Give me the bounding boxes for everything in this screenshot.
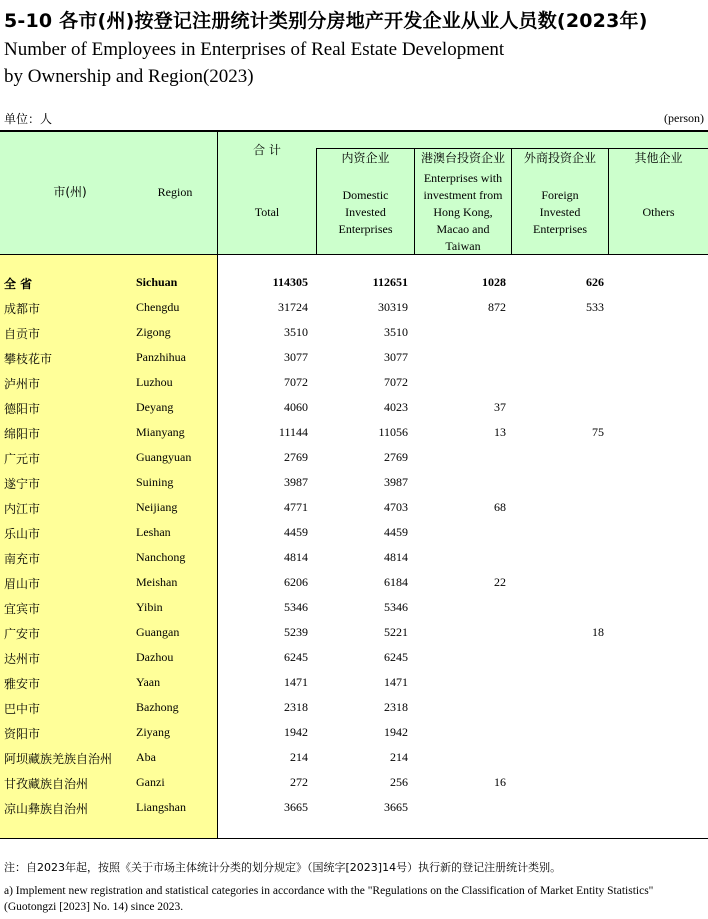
- cell-total: 2318: [284, 700, 308, 714]
- cell-total: 4459: [284, 525, 308, 539]
- cell-domestic: 1471: [384, 675, 408, 689]
- cell-cn: 泸州市: [4, 377, 41, 391]
- cell-domestic: 256: [390, 775, 408, 789]
- header-hkmt-cn: 港澳台投资企业: [420, 151, 505, 165]
- cell-total: 4060: [284, 400, 308, 414]
- footnote-cn: 注：自2023年起，按照《关于市场主体统计分类的划分规定》（国统字[2023]14号）执行新的登记注册统计类别。: [4, 861, 562, 874]
- table-row: [0, 646, 708, 671]
- cell-cn: 凉山彝族自治州: [4, 802, 89, 816]
- cell-en: Zigong: [136, 325, 171, 339]
- cell-total: 3510: [284, 325, 308, 339]
- header-total-cn: 合 计: [253, 143, 281, 157]
- cell-total: 214: [290, 750, 308, 764]
- table-row: [0, 321, 708, 346]
- cell-total: 31724: [278, 300, 308, 314]
- header-hkmt-en-line: Macao and: [436, 222, 490, 236]
- cell-en: Ziyang: [136, 725, 170, 739]
- cell-cn: 广元市: [4, 452, 41, 466]
- table-row: [0, 771, 708, 796]
- cell-domestic: 5221: [384, 625, 408, 639]
- cell-domestic: 3987: [384, 475, 408, 489]
- cell-en: Deyang: [136, 400, 174, 414]
- cell-total: 3665: [284, 800, 308, 814]
- header-domestic-en-line: Domestic: [342, 188, 389, 202]
- cell-domestic: 4703: [384, 500, 408, 514]
- header-hkmt-en-line: investment from: [423, 188, 503, 202]
- cell-en: Nanchong: [136, 550, 186, 564]
- table-row: [0, 746, 708, 771]
- cell-cn: 达州市: [4, 652, 41, 666]
- cell-total: 3987: [284, 475, 308, 489]
- header-domestic-en: [317, 187, 414, 238]
- footnote-en: a) Implement new registration and statistical categories in accordance with the "Regulations on the Classification of Market Entity Statistics"(Guotongzi [2023] No. 14) since 2023.: [4, 885, 654, 913]
- header-city-cn: 市(州): [53, 185, 87, 199]
- header-domestic-en-line: Invested: [345, 205, 386, 219]
- table-row: [0, 421, 708, 446]
- cell-cn: 阿坝藏族羌族自治州: [4, 752, 113, 766]
- cell-domestic: 2769: [384, 450, 408, 464]
- cell-en: Aba: [136, 750, 156, 764]
- cell-cn: 全 省: [4, 277, 33, 291]
- cell-total: 5239: [284, 625, 308, 639]
- cell-domestic: 112651: [372, 275, 408, 289]
- cell-en: Yaan: [136, 675, 161, 689]
- cell-total: 114305: [272, 275, 308, 289]
- cell-cn: 遂宁市: [4, 477, 41, 491]
- page-title-cn: 5-10 各市(州)按登记注册统计类别分房地产开发企业从业人员数(2023年): [4, 10, 648, 32]
- header-hkmt-en-line: Taiwan: [445, 239, 481, 253]
- header-hkmt-en-line: Hong Kong,: [433, 205, 493, 219]
- cell-foreign: 18: [592, 625, 604, 639]
- cell-hkmt: 37: [494, 400, 506, 414]
- cell-hkmt: 22: [494, 575, 506, 589]
- header-others-en: Others: [642, 205, 675, 219]
- cell-en: Guangyuan: [136, 450, 192, 464]
- cell-en: Panzhihua: [136, 350, 186, 364]
- cell-total: 6206: [284, 575, 308, 589]
- cell-en: Suining: [136, 475, 174, 489]
- header-foreign-en-line: Invested: [539, 205, 581, 219]
- cell-cn: 宜宾市: [4, 602, 41, 616]
- cell-en: Dazhou: [136, 650, 174, 664]
- header-domestic-en-line: Enterprises: [338, 222, 393, 236]
- cell-total: 11144: [278, 425, 308, 439]
- cell-en: Mianyang: [136, 425, 185, 439]
- cell-en: Leshan: [136, 525, 171, 539]
- cell-en: Meishan: [136, 575, 178, 589]
- cell-hkmt: 1028: [482, 275, 506, 289]
- header-foreign-cn: 外商投资企业: [523, 151, 596, 165]
- cell-en: Bazhong: [136, 700, 179, 714]
- table-row: [0, 671, 708, 696]
- cell-hkmt: 13: [494, 425, 506, 439]
- header-foreign-en: [512, 187, 608, 238]
- table-row: [0, 271, 708, 296]
- header-bottom-rule: [0, 254, 708, 255]
- cell-hkmt: 872: [488, 300, 506, 314]
- cell-en: Chengdu: [136, 300, 180, 314]
- table-row: [0, 571, 708, 596]
- header-region-en: Region: [157, 185, 193, 199]
- cell-total: 1471: [284, 675, 308, 689]
- cell-foreign: 75: [592, 425, 604, 439]
- cell-en: Ganzi: [136, 775, 165, 789]
- cell-domestic: 6245: [384, 650, 408, 664]
- cell-cn: 广安市: [4, 627, 41, 641]
- table-row: [0, 696, 708, 721]
- cell-domestic: 3077: [384, 350, 408, 364]
- title-en-line-1: Number of Employees in Enterprises of Real Estate Development: [4, 39, 505, 60]
- cell-cn: 成都市: [4, 302, 41, 316]
- header-others-cn: 其他企业: [634, 151, 683, 165]
- title-en-line-2: by Ownership and Region(2023): [4, 66, 254, 87]
- table-row: [0, 296, 708, 321]
- cell-hkmt: 16: [494, 775, 506, 789]
- cell-domestic: 4814: [384, 550, 408, 564]
- cell-total: 4771: [284, 500, 308, 514]
- table-row: [0, 596, 708, 621]
- table-row: [0, 521, 708, 546]
- cell-domestic: 214: [390, 750, 408, 764]
- cell-total: 5346: [284, 600, 308, 614]
- cell-en: Guangan: [136, 625, 180, 639]
- table-row: [0, 546, 708, 571]
- header-foreign-en-line: Foreign: [541, 188, 579, 202]
- cell-cn: 内江市: [4, 502, 41, 516]
- header-hkmt-en: [415, 170, 511, 255]
- cell-total: 2769: [284, 450, 308, 464]
- header-hkmt-en-line: Enterprises with: [423, 171, 503, 185]
- table-row: [0, 496, 708, 521]
- table-row: [0, 371, 708, 396]
- cell-domestic: 1942: [384, 725, 408, 739]
- cell-domestic: 7072: [384, 375, 408, 389]
- cell-total: 4814: [284, 550, 308, 564]
- cell-domestic: 2318: [384, 700, 408, 714]
- cell-total: 272: [290, 775, 308, 789]
- table-top-rule: [0, 130, 708, 132]
- cell-domestic: 4459: [384, 525, 408, 539]
- cell-cn: 绵阳市: [4, 427, 41, 441]
- cell-total: 6245: [284, 650, 308, 664]
- cell-cn: 资阳市: [4, 727, 41, 741]
- table-bottom-rule: [0, 838, 708, 839]
- table-row: [0, 346, 708, 371]
- cell-en: Sichuan: [136, 275, 178, 289]
- header-foreign-en-line: Enterprises: [533, 222, 587, 236]
- cell-domestic: 11056: [378, 425, 408, 439]
- cell-cn: 德阳市: [4, 402, 41, 416]
- cell-total: 1942: [284, 725, 308, 739]
- header-domestic-cn: 内资企业: [341, 151, 390, 165]
- unit-label-cn: 单位：人: [4, 112, 53, 126]
- cell-foreign: 533: [586, 300, 604, 314]
- header-total-en: Total: [254, 205, 280, 219]
- cell-cn: 自贡市: [4, 327, 41, 341]
- cell-cn: 眉山市: [4, 577, 41, 591]
- cell-domestic: 4023: [384, 400, 408, 414]
- cell-total: 3077: [284, 350, 308, 364]
- table-row: [0, 446, 708, 471]
- cell-en: Luzhou: [136, 375, 173, 389]
- cell-en: Liangshan: [136, 800, 186, 814]
- unit-label-en: (person): [664, 111, 704, 125]
- cell-domestic: 3510: [384, 325, 408, 339]
- cell-domestic: 6184: [384, 575, 408, 589]
- cell-en: Neijiang: [136, 500, 178, 514]
- data-table: [0, 130, 708, 839]
- table-row: [0, 796, 708, 821]
- cell-domestic: 5346: [384, 600, 408, 614]
- cell-cn: 乐山市: [4, 527, 41, 541]
- cell-total: 7072: [284, 375, 308, 389]
- cell-cn: 雅安市: [4, 677, 41, 691]
- cell-hkmt: 68: [494, 500, 506, 514]
- subheader-rule: [316, 148, 708, 149]
- table-row: [0, 471, 708, 496]
- cell-cn: 甘孜藏族自治州: [4, 777, 89, 791]
- table-row: [0, 396, 708, 421]
- cell-cn: 南充市: [4, 552, 41, 566]
- cell-foreign: 626: [586, 275, 604, 289]
- cell-cn: 攀枝花市: [4, 352, 53, 366]
- cell-en: Yibin: [136, 600, 163, 614]
- table-row: [0, 621, 708, 646]
- page-title-en: [4, 36, 704, 90]
- table-row: [0, 721, 708, 746]
- cell-domestic: 3665: [384, 800, 408, 814]
- cell-cn: 巴中市: [4, 702, 41, 716]
- cell-domestic: 30319: [378, 300, 408, 314]
